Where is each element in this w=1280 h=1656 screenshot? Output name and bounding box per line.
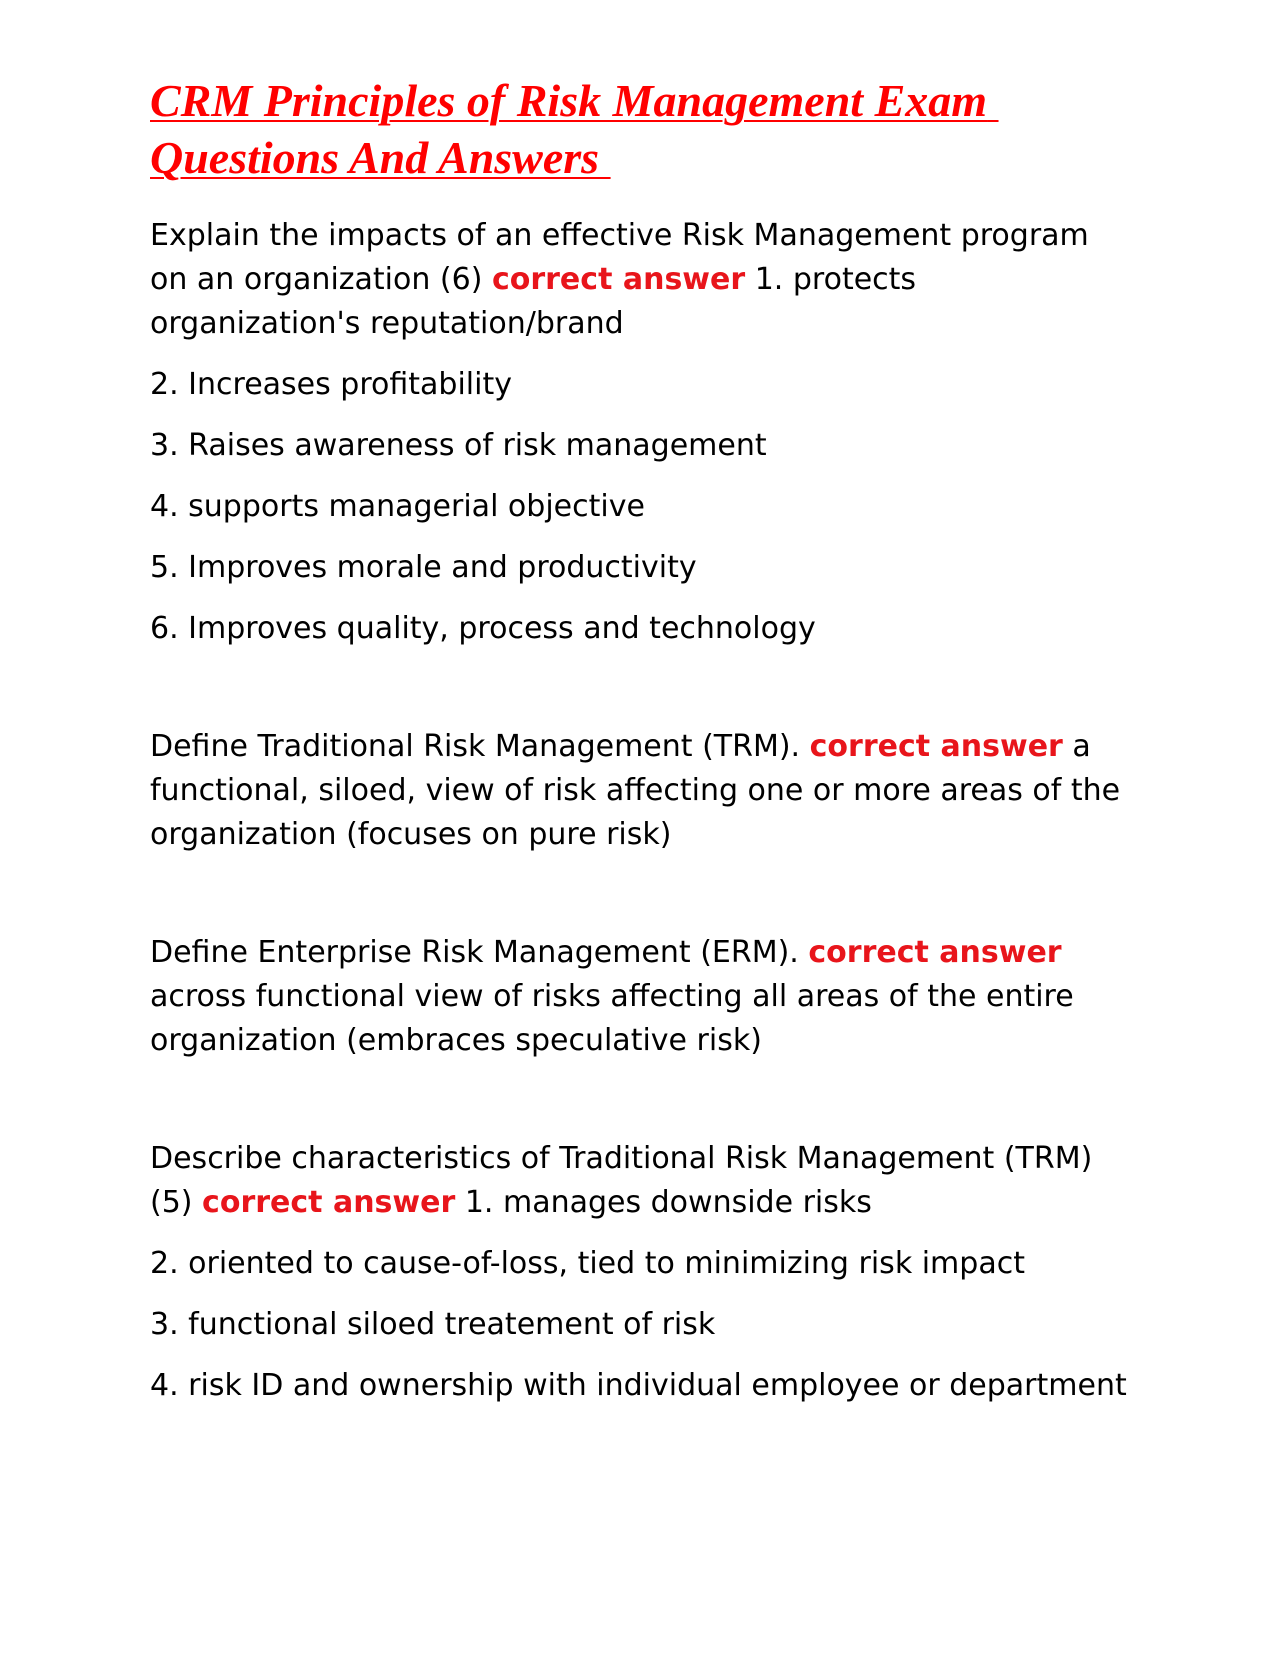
answer-list-item: 5. Improves morale and productivity [150,550,697,585]
answer-text: a functional, siloed, view of risk affecting one or more areas of the organization (focuses on pure risk) [150,729,1121,852]
answer-text: 1. manages downside risks [464,1185,872,1220]
correct-answer-label: correct answer [491,262,746,297]
answer-text: across functional view of risks affecting all areas of the entire organization (embraces speculative risk) [150,979,1074,1058]
answer-text: 1. protects organization's reputation/brand [150,262,917,341]
correct-answer-label: correct answer [808,935,1062,970]
answer-list-item: 4. supports managerial objective [150,489,645,524]
answer-list-item: 4. risk ID and ownership with individual employee or department [150,1368,1127,1403]
qa-paragraph [150,931,1135,1063]
document-title: CRM Principles of Risk Management Exam Questions And Answers [150,75,999,183]
answer-list-item: 3. Raises awareness of risk management [150,428,767,463]
qa-paragraph [150,1137,1135,1225]
correct-answer-label: correct answer [809,729,1063,764]
answer-list-item: 2. oriented to cause-of-loss, tied to minimizing risk impact [150,1246,1025,1281]
answer-list-item: 2. Increases profitability [150,367,512,402]
qa-paragraph [150,725,1135,857]
document-page [150,72,1135,1425]
answer-list-item: 3. functional siloed treatement of risk [150,1307,716,1342]
answer-list-item: 6. Improves quality, process and technology [150,611,816,646]
blank-line [150,1080,1135,1137]
question-text: Define Enterprise Risk Management (ERM). [150,935,799,970]
question-text: Describe characteristics of Traditional Risk Management (TRM) (5) [150,1141,1093,1220]
question-text: Explain the impacts of an effective Risk Management program on an organization (6) [150,218,1089,297]
correct-answer-label: correct answer [202,1185,456,1220]
blank-line [150,874,1135,931]
blank-line [150,668,1135,725]
question-text: Define Traditional Risk Management (TRM). [150,729,801,764]
qa-paragraph [150,214,1135,346]
